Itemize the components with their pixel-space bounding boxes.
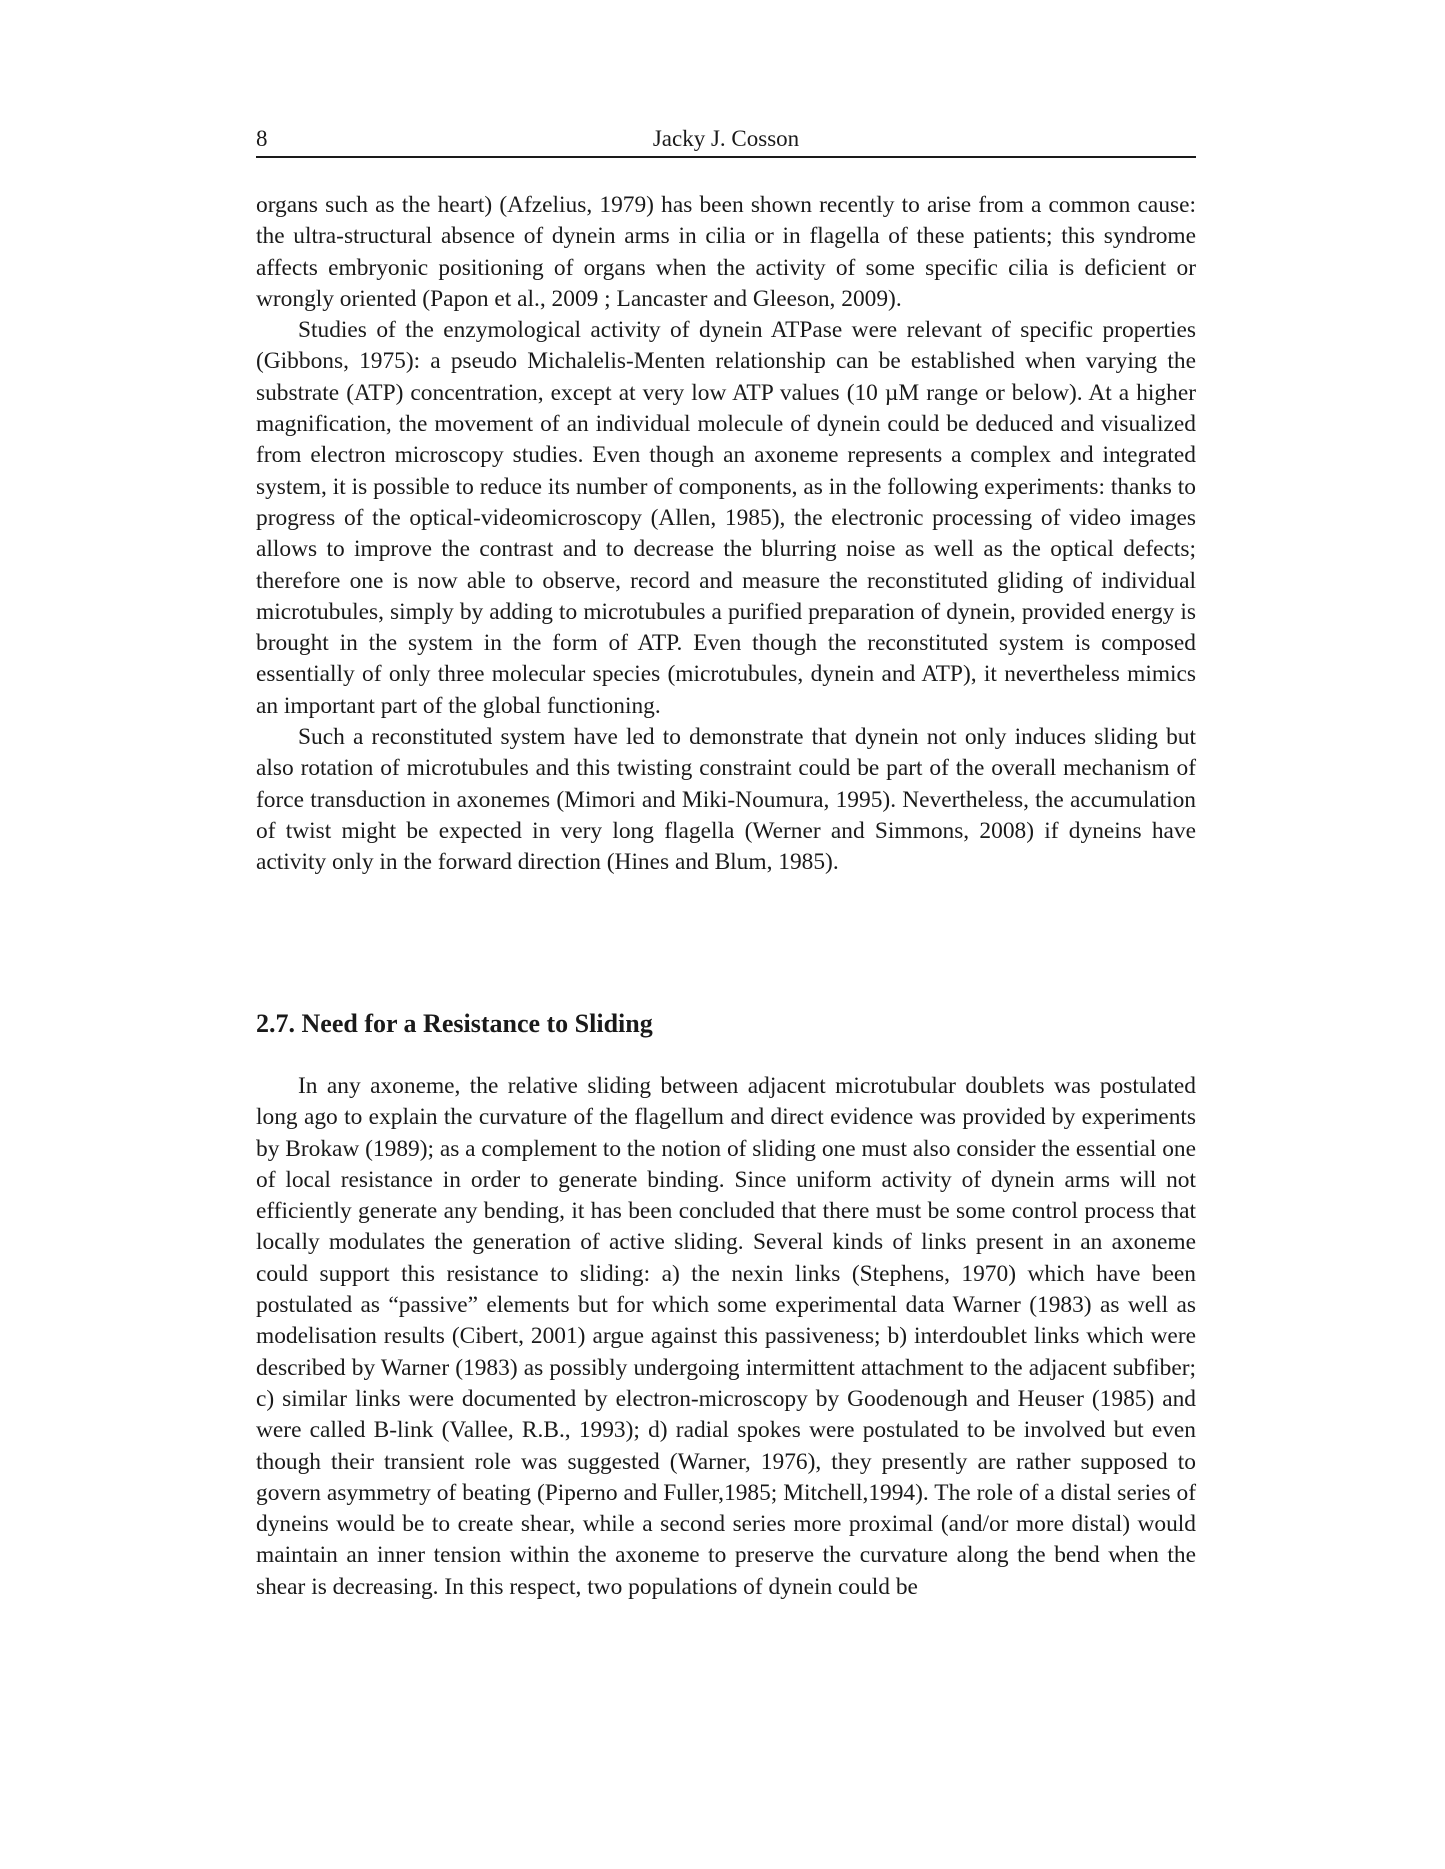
section-body-text [256, 1071, 1196, 1603]
body-text-block [256, 190, 1196, 879]
page-number: 8 [256, 126, 268, 151]
paragraph-dynein-atpase: Studies of the enzymological activity of dynein ATPase were relevant of specific properties (Gibbons, 1975): a pseudo Michalelis-Menten relationship can be established when varying the substrate (ATP) concentration, except at very low ATP values (10 µM range or below). At a higher magnification, the movement of an individual molecule of dynein could be deduced and visualized from electron microscopy studies. Even though an axoneme represents a complex and integrated system, it is possible to reduce its number of components, as in the following experiments: thanks to progress of the optical-videomicroscopy (Allen, 1985), the electronic processing of video images allows to improve the contrast and to decrease the blurring noise as well as the optical defects; therefore one is now able to observe, record and measure the reconstituted gliding of individual microtubules, simply by adding to microtubules a purified preparation of dynein, provided energy is brought in the system in the form of ATP. Even though the reconstituted system is composed essentially of only three molecular species (microtubules, dynein and ATP), it nevertheless mimics an important part of the global functioning. [256, 317, 1196, 719]
paragraph-resistance-to-sliding: In any axoneme, the relative sliding between adjacent microtubular doublets was postulated long ago to explain the curvature of the flagellum and direct evidence was provided by experiments by Brokaw (1989); as a complement to the notion of sliding one must also consider the essential one of local resistance in order to generate binding. Since uniform activity of dynein arms will not efficiently generate any bending, it has been concluded that there must be some control process that locally modulates the generation of active sliding. Several kinds of links present in an axoneme could support this resistance to sliding: a) the nexin links (Stephens, 1970) which have been postulated as “passive” elements but for which some experimental data Warner (1983) as well as modelisation results (Cibert, 2001) argue against this passiveness; b) interdoublet links which were described by Warner (1983) as possibly undergoing intermittent attachment to the adjacent subfiber; c) similar links were documented by electron-microscopy by Goodenough and Heuser (1985) and were called B-link (Vallee, R.B., 1993); d) radial spokes were postulated to be involved but even though their transient role was suggested (Warner, 1976), they presently are rather supposed to govern asymmetry of beating (Piperno and Fuller,1985; Mitchell,1994). The role of a distal series of dyneins would be to create shear, while a second series more proximal (and/or more distal) would maintain an inner tension within the axoneme to preserve the curvature along the bend when the shear is decreasing. In this respect, two populations of dynein could be [256, 1073, 1196, 1600]
paragraph-continuation: organs such as the heart) (Afzelius, 1979) has been shown recently to arise from a common cause: the ultra-structural absence of dynein arms in cilia or in flagella of these patients; this syndrome affects embryonic positioning of organs when the activity of some specific cilia is deficient or wrongly oriented (Papon et al., 2009 ; Lancaster and Gleeson, 2009). [256, 192, 1196, 312]
section-heading: 2.7. Need for a Resistance to Sliding [256, 1009, 653, 1038]
running-header [256, 124, 1196, 158]
running-header-author: Jacky J. Cosson [652, 126, 800, 151]
paragraph-reconstituted-system: Such a reconstituted system have led to demonstrate that dynein not only induces sliding but also rotation of microtubules and this twisting constraint could be part of the overall mechanism of force transduction in axonemes (Mimori and Miki-Noumura, 1995). Nevertheless, the accumulation of twist might be expected in very long flagella (Werner and Simmons, 2008) if dyneins have activity only in the forward direction (Hines and Blum, 1985). [256, 724, 1196, 876]
